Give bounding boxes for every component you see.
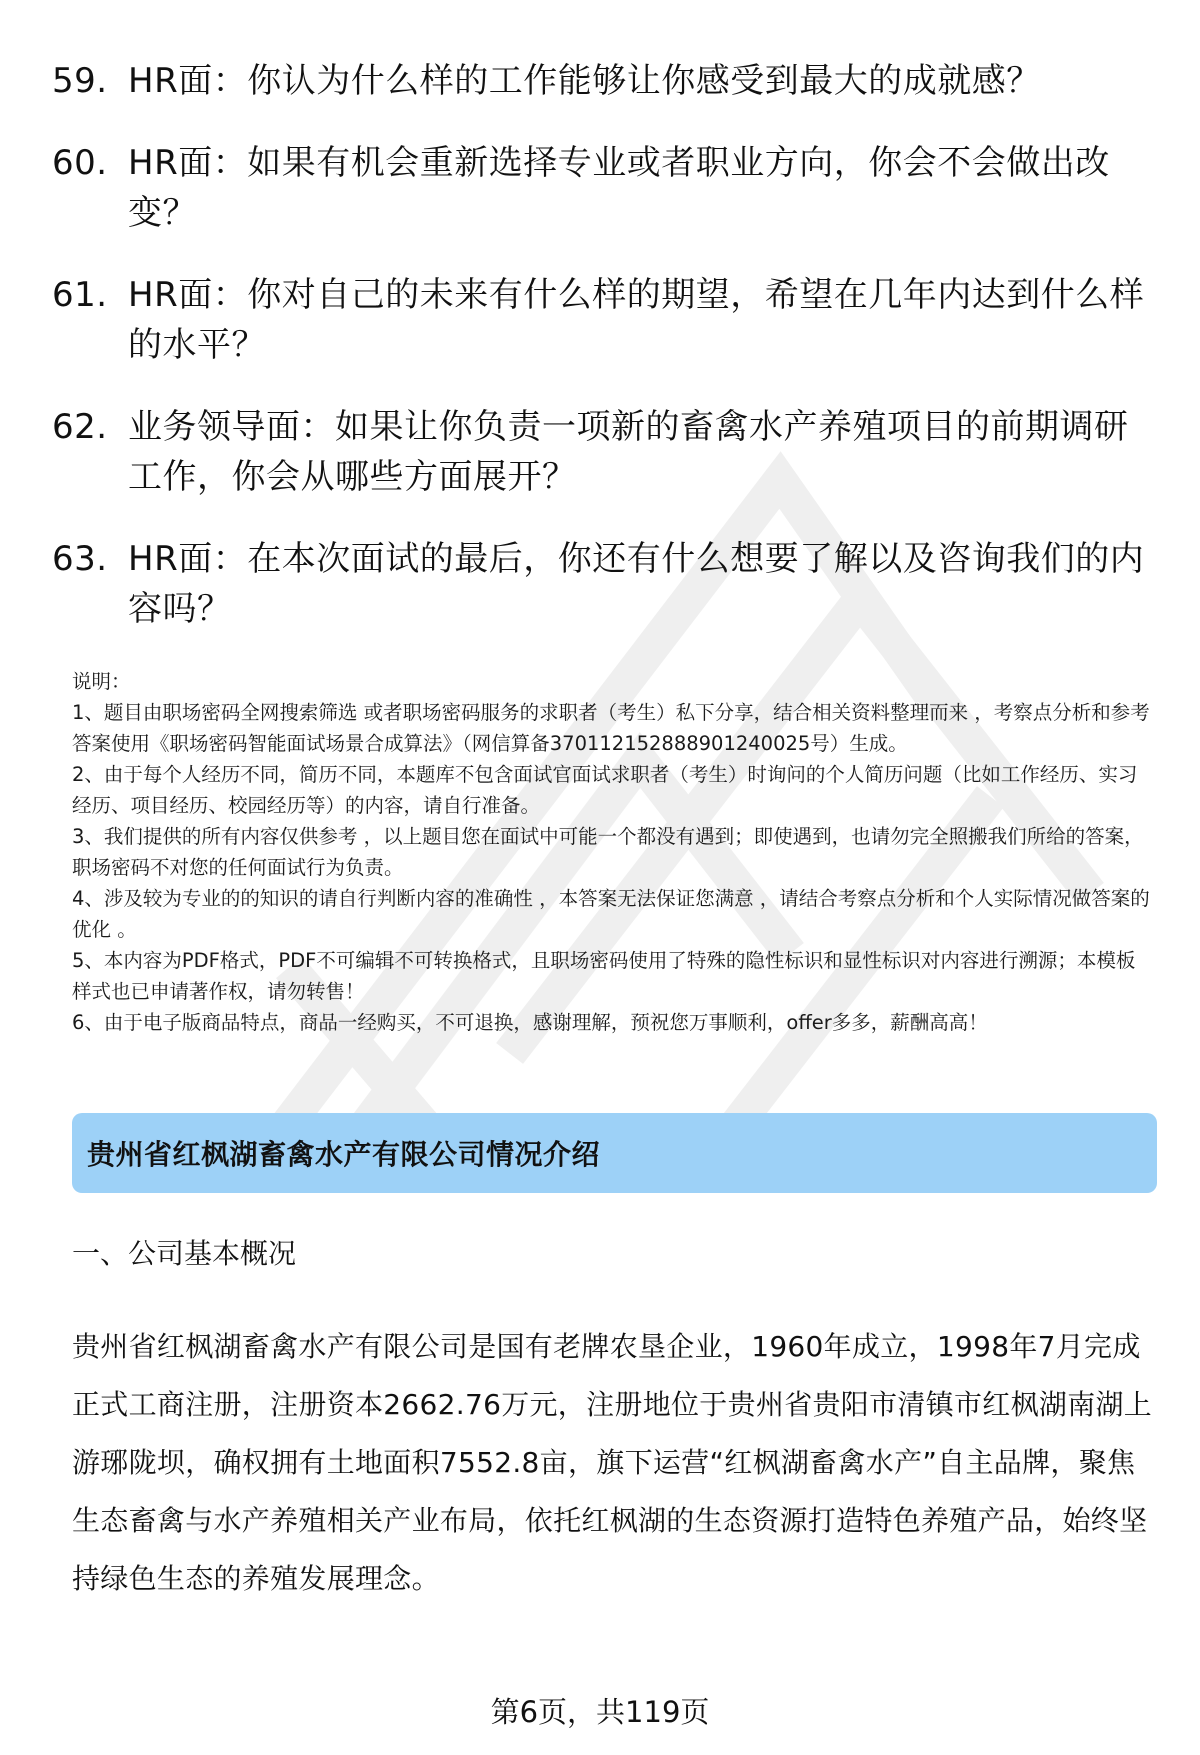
question-item [52,138,1152,238]
question-number: 63. [52,539,108,579]
note-item: 4、涉及较为专业的的知识的请自行判断内容的准确性 ，本答案无法保证您满意 ，请结合考察点分析和个人实际情况做答案的优化 。 [72,887,1150,941]
notes-title: 说明： [72,670,131,693]
question-number: 60. [52,143,108,183]
question-number: 62. [52,407,108,447]
note-item: 5、本内容为PDF格式，PDF不可编辑不可转换格式，且职场密码使用了特殊的隐性标识和显性标识对内容进行溯源；本模板样式也已申请著作权，请勿转售！ [72,949,1136,1003]
section-title: 贵州省红枫湖畜禽水产有限公司情况介绍 [87,1138,601,1171]
note-item: 2、由于每个人经历不同，简历不同，本题库不包含面试官面试求职者（考生）时询问的个人简历问题（比如工作经历、实习经历、项目经历、校园经历等）的内容，请自行准备。 [72,763,1138,817]
question-list [52,56,1152,666]
question-text: HR面：如果有机会重新选择专业或者职业方向，你会不会做出改变？ [128,143,1110,233]
question-text: HR面：你对自己的未来有什么样的期望，希望在几年内达到什么样的水平？ [128,275,1145,365]
subsection-heading: 一、公司基本概况 [72,1237,297,1270]
note-item: 3、我们提供的所有内容仅供参考 ，以上题目您在面试中可能一个都没有遇到；即使遇到，也请勿完全照搬我们所给的答案，职场密码不对您的任何面试行为负责。 [72,825,1144,879]
question-item [52,56,1152,106]
page-number-footer: 第6页，共119页 [490,1695,710,1729]
question-item [52,402,1152,502]
disclaimer-notes [72,666,1152,1038]
company-overview-paragraph: 贵州省红枫湖畜禽水产有限公司是国有老牌农垦企业，1960年成立，1998年7月完成正式工商注册，注册资本2662.76万元，注册地位于贵州省贵阳市清镇市红枫湖南湖上游琊陇坝，确权拥有土地面积7552.8亩，旗下运营“红枫湖畜禽水产”自主品牌，聚焦生态畜禽与水产养殖相关产业布局，依托红枫湖的生态资源打造特色养殖产品，始终坚持绿色生态的养殖发展理念。 [72,1330,1153,1595]
question-number: 61. [52,275,108,315]
question-text: 业务领导面：如果让你负责一项新的畜禽水产养殖项目的前期调研工作，你会从哪些方面展开？ [128,407,1129,497]
section-banner [72,1113,1157,1193]
question-text: HR面：在本次面试的最后，你还有什么想要了解以及咨询我们的内容吗？ [128,539,1145,629]
question-item [52,534,1152,634]
question-number: 59. [52,61,108,101]
note-item: 1、题目由职场密码全网搜索筛选 或者职场密码服务的求职者（考生）私下分享，结合相关资料整理而来 ，考察点分析和参考答案使用《职场密码智能面试场景合成算法》（网信算备370112152888901240025号）生成。 [72,701,1150,755]
question-text: HR面：你认为什么样的工作能够让你感受到最大的成就感？ [128,61,1041,101]
question-item [52,270,1152,370]
note-item: 6、由于电子版商品特点，商品一经购买，不可退换，感谢理解，预祝您万事顺利，offer多多，薪酬高高！ [72,1011,988,1034]
